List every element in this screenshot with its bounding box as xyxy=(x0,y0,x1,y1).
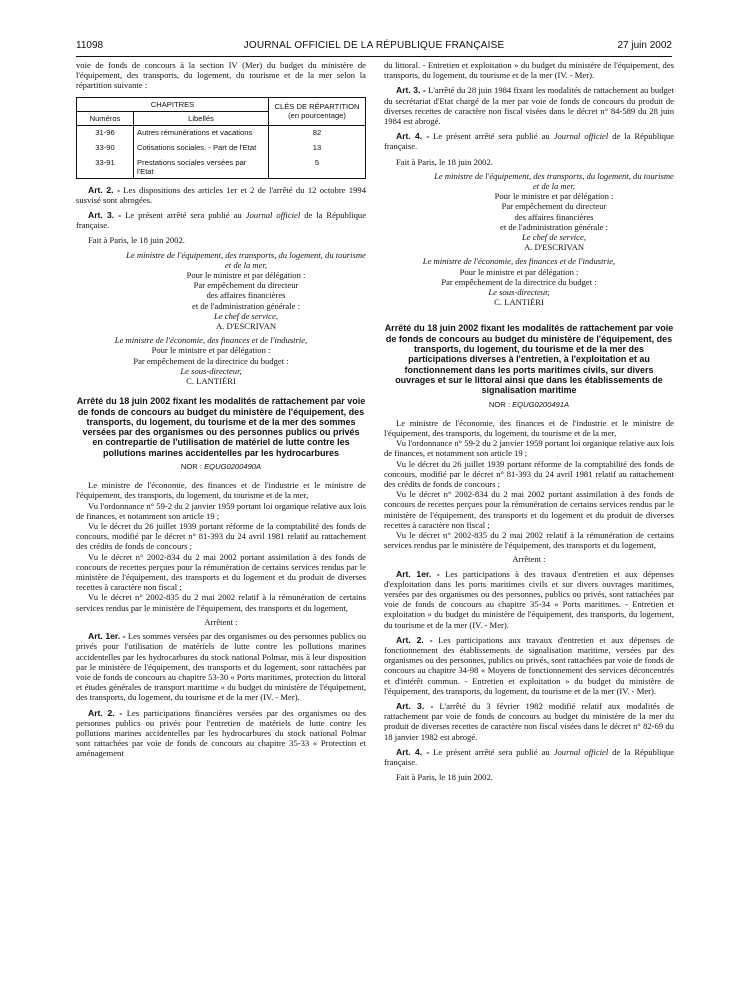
page-number: 11098 xyxy=(76,40,104,51)
article-1: Art. 1er. - Les sommes versées par des organismes ou des personnes publics ou privés pour l'utilisation de matériels de lutte contre les pollutions marines accidentelles par les hydrocarbures du stock national Polmar, mis à leur disposition par le ministère de l'équipement, des transports et du logement, sont rattachées par voie de fonds de concours au chapitre 53-30 « Ports maritimes, protection du littoral et études générales de transport maritime » du budget du ministère de l'équipement, des transports, du logement, du tourisme et de la mer (IV. - Mer). xyxy=(76,631,366,703)
article-2: Art. 2. - Les dispositions des articles 1er et 2 de l'arrêté du 12 octobre 1994 susvisé sont abrogées. xyxy=(76,184,366,205)
table-cell-num: 31-96 33-90 33-91 xyxy=(77,125,134,178)
table-header-libelles: Libellés xyxy=(134,111,269,125)
visa-decret-2002-834: Vu le décret n° 2002-834 du 2 mai 2002 portant assimilation à des fonds de concours de recettes perçues pour la rémunération de certains services rendus par le ministère de l'équipement, des transports et du logement et du produit de diverses recettes à caractère non fiscal ; xyxy=(384,489,674,530)
visa-decret-1939: Vu le décret du 26 juillet 1939 portant réforme de la comptabilité des fonds de concours, modifié par le décret n° 81-393 du 24 avril 1981 relatif au rattachement des crédits de fonds de concours ; xyxy=(76,521,366,552)
table-cell-lib: Autres rémunérations et vacations Cotisations sociales. - Part de l'Etat Prestations sociales versées par l'Etat xyxy=(134,125,269,178)
preamble-ministers: Le ministre de l'économie, des finances et de l'industrie et le ministre de l'équipement, des transports, du logement, du tourisme et de la mer, xyxy=(76,480,366,501)
intro-paragraph: voie de fonds de concours à la section IV (Mer) du budget du ministère de l'équipement, des transports, du logement, du tourisme et de la mer selon la répartition suivante : xyxy=(76,60,366,91)
table-header-chapitres: CHAPITRES xyxy=(77,97,269,111)
article-4b: Art. 4. - Le présent arrêté sera publié au Journal officiel de la République française. xyxy=(384,746,675,768)
right-column xyxy=(384,60,674,782)
visa-decret-2002-835: Vu le décret n° 2002-835 du 2 mai 2002 relatif à la rémunération de certains services rendus par le ministère de l'équipement, des transports et du logement, xyxy=(76,592,366,613)
signature-block-equipement: Le ministre de l'équipement, des transports, du logement, du tourisme et de la mer, Pour le ministre et par délégation : Par empêchement du directeur des affaires financières et de l'administration générale : Le chef de service, A. D'ESCRIVAN xyxy=(434,170,674,253)
table-header-numeros: Numéros xyxy=(77,111,134,125)
table-row xyxy=(77,125,366,178)
visa-ordonnance: Vu l'ordonnance n° 59-2 du 2 janvier 1959 portant loi organique relative aux lois de finances, et notamment son article 19 ; xyxy=(384,438,674,459)
left-column xyxy=(76,60,366,759)
arretent: Arrêtent : xyxy=(204,616,238,627)
fait-a-paris: Fait à Paris, le 18 juin 2002. xyxy=(396,156,493,167)
preamble-ministers: Le ministre de l'économie, des finances et de l'industrie et le ministre de l'équipement, des transports, du logement, du tourisme et de la mer, xyxy=(384,417,674,438)
visa-decret-2002-835: Vu le décret n° 2002-835 du 2 mai 2002 relatif à la rémunération de certains services rendus par le ministère de l'équipement, des transports et du logement, xyxy=(384,529,674,551)
fait-a-paris-2: Fait à Paris, le 18 juin 2002. xyxy=(396,772,493,783)
decree-title-3: Arrêté du 18 juin 2002 fixant les modalités de rattachement par voie de fonds de concours au budget du ministère de l'équipement, des transports, du logement, du tourisme et de la mer des participations diverses à l'entretien, à l'exploitation et au fonctionnement dans les ports maritimes civils, sur divers ouvrages et sur le littoral ainsi que dans les établissements de signalisation maritime xyxy=(384,323,674,396)
nor-reference: NOR : EQUG0200491A xyxy=(488,399,570,409)
table-cell-pct: 82 13 5 xyxy=(269,125,366,178)
continuation-paragraph: du littoral. - Entretien et exploitation » du budget du ministère de l'équipement, des transports, du logement, du tourisme et de la mer (IV. - Mer). xyxy=(384,60,674,81)
decree-title-2: Arrêté du 18 juin 2002 fixant les modalités de rattachement par voie de fonds de concours au budget du ministère de l'équipement, des transports, du logement, du tourisme et de la mer des sommes versées par des organismes ou des personnes publics ou privés en contrepartie de l'utilisation de matériel de lutte contre les pollutions marines accidentelles par les hydrocarbures xyxy=(76,396,366,458)
chapters-table xyxy=(76,97,366,179)
journal-title: JOURNAL OFFICIEL DE LA RÉPUBLIQUE FRANÇAISE xyxy=(243,40,505,51)
article-2b: Art. 2. - Les participations financières versées par des organismes ou des personnes publics ou privés pour l'entretien de matériels de lutte contre les pollutions marines accidentelles par les hydrocarbures du stock national Polmar sont rattachées par voie de fonds de concours au chapitre 35-33 « Protection et aménagement xyxy=(76,707,366,759)
nor-reference: NOR : EQUG0200490A xyxy=(180,462,262,472)
visa-decret-1939: Vu le décret du 26 juillet 1939 portant réforme de la comptabilité des fonds de concours, modifié par le décret n° 81-393 du 24 avril 1981 relatif au rattachement des crédits de fonds de concours ; xyxy=(384,458,674,489)
header-rule xyxy=(76,56,672,57)
signature-block-equipement: Le ministre de l'équipement, des transports, du logement, du tourisme et de la mer, Pour le ministre et par délégation : Par empêchement du directeur des affaires financières et de l'administration générale : Le chef de service, A. D'ESCRIVAN xyxy=(126,249,366,332)
article-3b: Art. 3. - L'arrêté du 3 février 1982 modifié relatif aux modalités de rattachement par voie de fonds de concours au budget du ministère de la mer du produit de diverses recettes de caractère non fiscal visées dans le décret n° 82-69 du 18 janvier 1982 est abrogé. xyxy=(384,701,674,742)
page-header xyxy=(76,40,672,56)
signature-block-economie: Le ministre de l'économie, des finances et de l'industrie, Pour le ministre et par délégation : Par empêchement de la directrice du budget : Le sous-directeur, C. LANTIÉRI xyxy=(114,335,308,387)
visa-decret-2002-834: Vu le décret n° 2002-834 du 2 mai 2002 portant assimilation à des fonds de concours de recettes perçues pour la rémunération de certains services rendus par le ministère de l'équipement, des transports et du logement et du produit de diverses recettes à caractère non fiscal ; xyxy=(76,551,366,593)
article-2: Art. 2. - Les participations aux travaux d'entretien et aux dépenses de fonctionnement des établissements de signalisation maritime, versées par des organismes ou des personnes, publics ou privés, sont rattachées par voie de fonds de concours au chapitre 34-98 « Moyens de fonctionnement des services déconcentrés et d'intérêt commun. - Entretien et exploitation » du budget du ministère de l'équipement, des transports, du logement, du tourisme et de la mer (IV. - Mer). xyxy=(384,634,674,696)
arretent: Arrêtent : xyxy=(512,554,546,565)
article-3: Art. 3. - Le présent arrêté sera publié au Journal officiel de la République française. xyxy=(76,210,367,231)
table-header-repartition: CLÉS DE RÉPARTITION (en pourcentage) xyxy=(269,97,366,125)
signature-block-economie: Le ministre de l'économie, des finances et de l'industrie, Pour le ministre et par délégation : Par empêchement de la directrice du budget : Le sous-directeur, C. LANTIÉRI xyxy=(422,256,616,308)
visa-ordonnance: Vu l'ordonnance n° 59-2 du 2 janvier 1959 portant loi organique relative aux lois de finances, et notamment son article 19 ; xyxy=(76,500,366,521)
article-3: Art. 3. - L'arrêté du 28 juin 1984 fixant les modalités de rattachement au budget du secrétariat d'Etat chargé de la mer par voie de fonds de concours du produit de diverses recettes de caractère non fiscal visées dans le décret n° 84-589 du 28 juin 1984 est abrogé. xyxy=(384,85,674,127)
fait-a-paris: Fait à Paris, le 18 juin 2002. xyxy=(88,235,185,246)
article-1: Art. 1er. - Les participations à des travaux d'entretien et aux dépenses d'exploitation dans les ports maritimes civils et sur divers ouvrages maritimes, versées par des organismes ou des personnes, publics ou privés, sont rattachées par voie de fonds de concours au chapitre 35-34 « Ports maritimes. - Entretien et exploitation » du budget du ministère de l'équipement, des transports, du logement, du tourisme et de la mer (IV. - Mer). xyxy=(384,568,674,630)
article-4: Art. 4. - Le présent arrêté sera publié au Journal officiel de la République française. xyxy=(384,131,675,152)
issue-date: 27 juin 2002 xyxy=(617,40,672,51)
